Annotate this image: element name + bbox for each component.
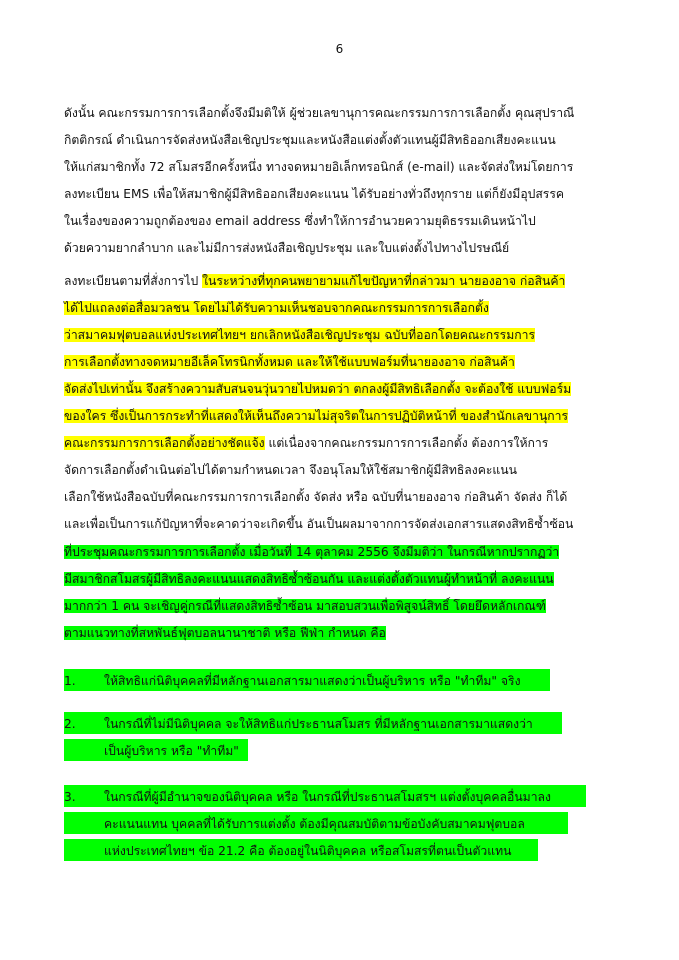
list-item-text: ให้สิทธิแก่นิติบุคคลที่มีหลักฐานเอกสารมาแสดงว่าเป็นผู้บริหาร หรือ "ทำทีม" จริง: [104, 674, 521, 688]
green-highlight: ที่ประชุมคณะกรรมการการเลือกตั้ง เมื่อวันที่ 14 ตุลาคม 2556 จึงมีมติว่า ในกรณีหากปรากฏว่า: [64, 545, 560, 559]
yellow-highlight: ว่าสมาคมฟุตบอลแห่งประเทศไทยฯ ยกเลิกหนังสือเชิญประชุม ฉบับที่ออกโดยคณะกรรมการ: [64, 328, 536, 342]
list-item-text: เป็นผู้บริหาร หรือ "ทำทีม": [104, 744, 239, 758]
green-line: [64, 597, 546, 615]
plain-text: แต่เนื่องจากคณะกรรมการการเลือกตั้ง ต้องการให้การ: [264, 436, 549, 450]
paragraph-line: ดังนั้น คณะกรรมการการเลือกตั้งจึงมีมติให้ ผู้ช่วยเลขานุการคณะกรรมการการเลือกตั้ง คุณสุปราณี: [64, 106, 575, 120]
paragraph-line: ให้แก่สมาชิกทั้ง 72 สโมสรอีกครั้งหนึ่ง ทางจดหมายอิเล็กทรอนิกส์ (e-mail) และจัดส่งใหม่โดยการ: [64, 160, 574, 174]
list-item-text: แห่งประเทศไทยฯ ข้อ 21.2 คือ ต้องอยู่ในนิติบุคคล หรือสโมสรที่ตนเป็นตัวแทน: [104, 844, 512, 858]
green-highlight: มีสมาชิกสโมสรผู้มีสิทธิลงคะแนนแสดงสิทธิซ้ำซ้อนกัน และแต่งตั้งตัวแทนผู้ทำหน้าที่ ลงคะแนน: [64, 572, 554, 586]
plain-text: ลงทะเบียนตามที่สั่งการไป: [64, 274, 203, 288]
green-line: [64, 624, 386, 642]
yellow-highlight: จัดส่งไปเท่านั้น จึงสร้างความสับสนจนวุ่นวายไปหมดว่า ตกลงผู้มีสิทธิเลือกตั้ง จะต้องใช้ แบบฟอร์ม: [64, 382, 572, 396]
yellow-line: [64, 326, 535, 344]
yellow-highlight: ของใคร ซึ่งเป็นการกระทำที่แสดงให้เห็นถึงความไม่สุจริตในการปฏิบัติหน้าที่ ของสำนักเลขานุการ: [64, 409, 569, 423]
yellow-line: [64, 380, 571, 398]
list-item-text: คะแนนแทน บุคคลที่ได้รับการแต่งตั้ง ต้องมีคุณสมบัติตามข้อบังคับสมาคมฟุตบอล: [104, 817, 525, 831]
paragraph-line: และเพื่อเป็นการแก้ปัญหาที่จะคาดว่าจะเกิดขึ้น อันเป็นผลมาจากการจัดส่งเอกสารแสดงสิทธิซ้ำซ้อน: [64, 517, 574, 531]
green-highlight: ตามแนวทางที่สหพันธ์ฟุตบอลนานาชาติ หรือ ฟีฟ่า กำหนด คือ: [64, 626, 386, 640]
list-number: 1.: [64, 674, 76, 688]
green-line: [64, 570, 554, 588]
paragraph-line-mixed: [64, 434, 548, 452]
paragraph-line: เลือกใช้หนังสือฉบับที่คณะกรรมการการเลือกตั้ง จัดส่ง หรือ ฉบับที่นายองอาจ ก่อสินค้า จัดส่ง ก็ได้: [64, 490, 568, 504]
yellow-highlight: คณะกรรมการการเลือกตั้งอย่างชัดแจ้ง: [64, 436, 265, 450]
green-line: [64, 543, 559, 561]
green-highlight: มากกว่า 1 คน จะเชิญคู่กรณีที่แสดงสิทธิซ้ำซ้อน มาสอบสวนเพื่อพิสูจน์สิทธิ์ โดยยึดหลักเกณฑ์: [64, 599, 546, 613]
paragraph-line: กิตติกรณ์ ดำเนินการจัดส่งหนังสือเชิญประชุมและหนังสือแต่งตั้งตัวแทนผู้มีสิทธิออกเสียงคะแนน: [64, 133, 556, 147]
yellow-line: [64, 353, 515, 371]
yellow-highlight: ได้ไปแถลงต่อสื่อมวลชน โดยไม่ได้รับความเห็นชอบจากคณะกรรมการการเลือกตั้ง: [64, 301, 489, 315]
yellow-highlight: การเลือกตั้งทางจดหมายอีเล็คโทรนิกทั้งหมด และให้ใช้แบบฟอร์มที่นายองอาจ ก่อสินค้า: [64, 355, 515, 369]
paragraph-line-mixed: [64, 272, 565, 290]
list-item-text: ในกรณีที่ไม่มีนิติบุคคล จะให้สิทธิแก่ประธานสโมสร ที่มีหลักฐานเอกสารมาแสดงว่า: [104, 717, 533, 731]
yellow-line: [64, 299, 489, 317]
list-item-text: ในกรณีที่ผู้มีอำนาจของนิติบุคคล หรือ ในกรณีที่ประธานสโมสรฯ แต่งตั้งบุคคลอื่นมาลง: [104, 790, 551, 804]
list-number: 2.: [64, 717, 76, 731]
paragraph-line: ลงทะเบียน EMS เพื่อให้สมาชิกผู้มีสิทธิออกเสียงคะแนน ได้รับอย่างทั่วถึงทุกราย แต่ก็ยังมีอุปสรรค: [64, 187, 565, 201]
yellow-highlight: ในระหว่างที่ทุกคนพยายามแก้ไขปัญหาที่กล่าวมา นายองอาจ ก่อสินค้า: [202, 274, 566, 288]
paragraph-line: จัดการเลือกตั้งดำเนินต่อไปได้ตามกำหนดเวลา จึงอนุโลมให้ใช้สมาชิกผู้มีสิทธิลงคะแนน: [64, 463, 517, 477]
paragraph-line: ในเรื่องของความถูกต้องของ email address ซึ่งทำให้การอำนวยความยุติธรรมเดินหน้าไป: [64, 214, 536, 228]
yellow-line: [64, 407, 568, 425]
paragraph-line: ด้วยความยากลำบาก และไม่มีการส่งหนังสือเชิญประชุม และใบแต่งตั้งไปทางไปรษณีย์: [64, 241, 510, 255]
page-number: 6: [335, 42, 344, 56]
list-number: 3.: [64, 790, 76, 804]
